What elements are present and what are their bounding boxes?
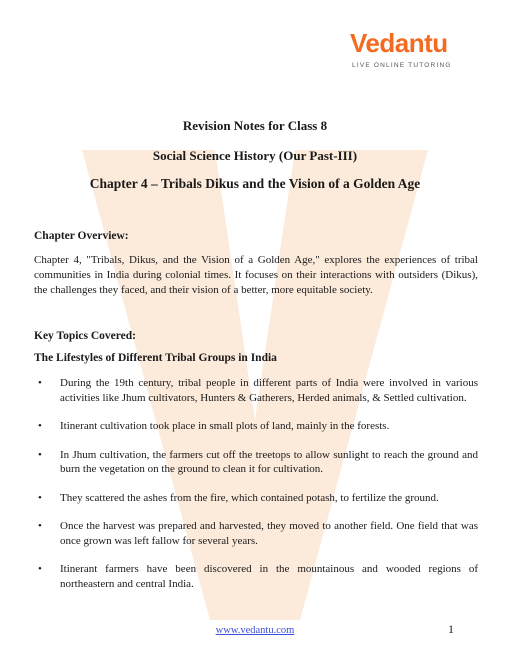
logo-tagline: LIVE ONLINE TUTORING: [352, 62, 452, 69]
chapter-title: Chapter 4 – Tribals Dikus and the Vision of a Golden Age: [89, 176, 421, 191]
list-item: • Itinerant farmers have been discovered in the mountainous and wooded regions of northeastern and central India.: [60, 562, 478, 591]
list-item: • Itinerant cultivation took place in small plots of land, mainly in the forests.: [60, 419, 478, 434]
list-item: • In Jhum cultivation, the farmers cut off the treetops to allow sunlight to reach the ground and burn the vegetation on the ground to clean it for cultivation.: [60, 448, 478, 477]
topics-subheading: The Lifestyles of Different Tribal Groups in India: [34, 352, 277, 364]
vedantu-logo[interactable]: [340, 24, 480, 80]
title-line-1: Revision Notes for Class 8: [182, 118, 328, 133]
topics-heading: Key Topics Covered:: [34, 330, 137, 342]
list-item: • Once the harvest was prepared and harvested, they moved to another field. One field that was once grown was left fallow for several years.: [60, 519, 478, 548]
topic-bullet-list: [60, 376, 478, 591]
logo-wordmark: Vedantu: [350, 28, 448, 58]
page-number: 1: [448, 622, 454, 636]
overview-paragraph: Chapter 4, "Tribals, Dikus, and the Vision of a Golden Age," explores the experiences of tribal communities in India during colonial times. It focuses on their interactions with outsiders (Dikus), the challenges they faced, and their vision of a better, more equitable society.: [34, 254, 478, 296]
title-line-2: Social Science History (Our Past-III): [152, 148, 358, 163]
list-item: • They scattered the ashes from the fire, which contained potash, to fertilize the ground.: [60, 491, 478, 506]
overview-heading: Chapter Overview:: [34, 230, 129, 242]
footer-website-link[interactable]: www.vedantu.com: [215, 625, 295, 636]
list-item: • During the 19th century, tribal people in different parts of India were involved in various activities like Jhum cultivators, Hunters & Gatherers, Herded animals, & Settled cultivation.: [60, 376, 478, 405]
